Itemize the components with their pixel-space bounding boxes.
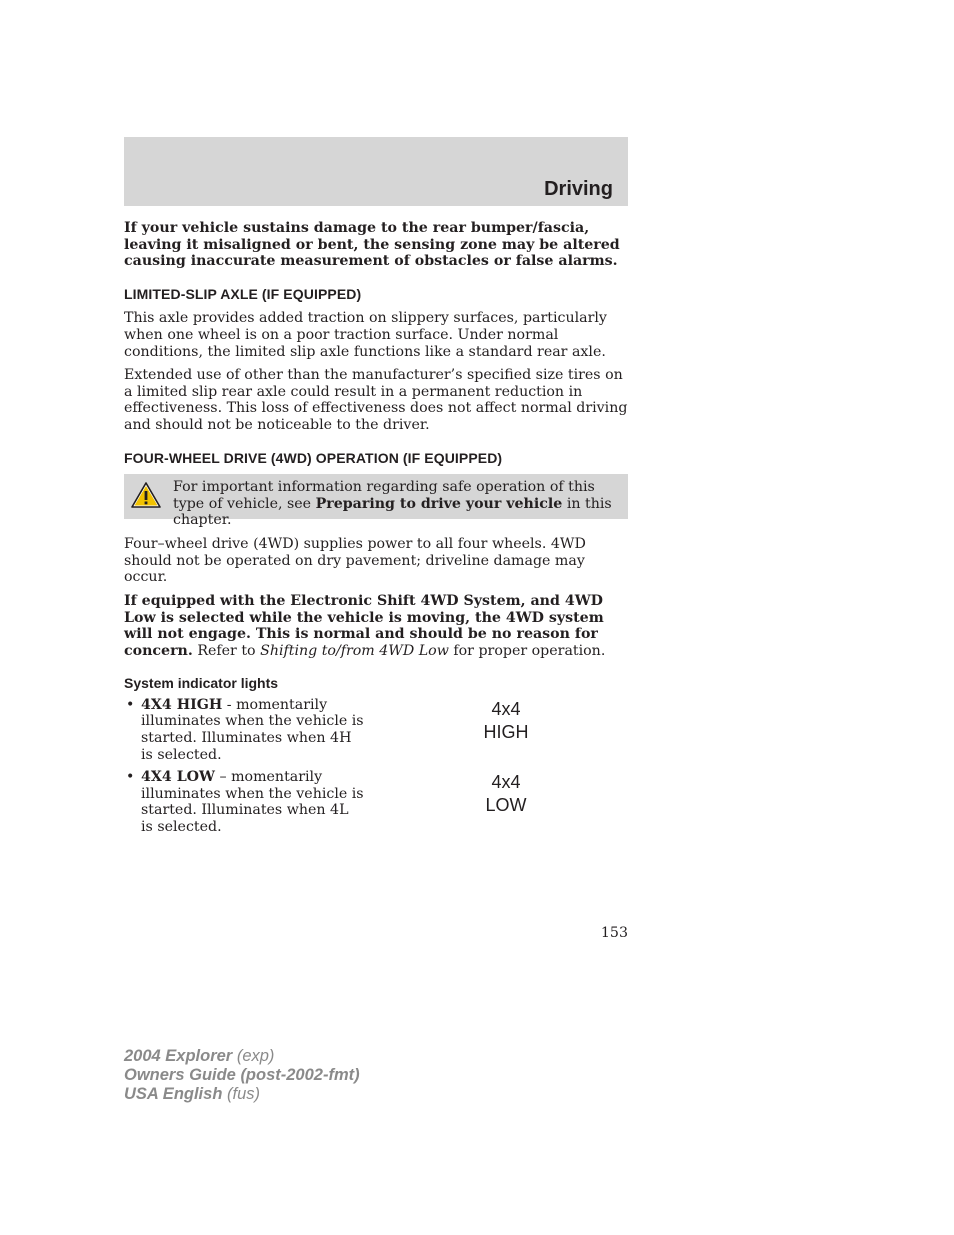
indicator-description: - momentarily illuminates when the vehicle is started. Illuminates when 4H is selected. — [141, 696, 364, 763]
lamp-line-1: 4x4 — [491, 698, 521, 719]
indicator-lights-heading: System indicator lights — [124, 675, 279, 692]
bullet: • — [126, 696, 135, 713]
footer-line-2 — [124, 1066, 360, 1085]
footer-line-1 — [124, 1047, 360, 1066]
lamp-line-2: LOW — [485, 794, 527, 815]
four-by-four-high-indicator-icon — [454, 698, 558, 744]
indicator-label: 4X4 HIGH — [141, 696, 223, 713]
warning-text-after: in this chapter. — [173, 495, 612, 529]
four-wd-paragraph-2-italic: Shifting to/from 4WD Low — [260, 642, 449, 659]
footer-guide: Owners Guide (post-2002-fmt) — [124, 1066, 360, 1084]
footer — [124, 1047, 360, 1104]
indicator-description: – momentarily illuminates when the vehicle is started. Illuminates when 4L is selected. — [141, 769, 364, 836]
page-content — [124, 220, 628, 847]
header-band — [124, 137, 628, 206]
list-item — [124, 769, 364, 835]
limited-slip-paragraph-1: This axle provides added traction on slippery surfaces, particularly when one wheel is on a poor traction surface. Under normal conditions, the limited slip axle functions like a standard rear axle. — [124, 310, 607, 360]
four-by-four-low-indicator-icon — [454, 771, 558, 817]
four-wd-heading: FOUR-WHEEL DRIVE (4WD) OPERATION (IF EQUIPPED) — [124, 449, 503, 466]
four-wd-paragraph-2-bold: If equipped with the Electronic Shift 4WD System, and 4WD Low is selected while the vehicle is moving, the 4WD system will not engage. This is normal and should be no reason for concern. — [124, 592, 604, 659]
limited-slip-heading: LIMITED-SLIP AXLE (IF EQUIPPED) — [124, 285, 362, 302]
four-wd-paragraph-2-refer: Refer to — [192, 642, 261, 659]
footer-line-3 — [124, 1085, 360, 1104]
list-item — [124, 697, 364, 763]
limited-slip-paragraph-2: Extended use of other than the manufacturer’s specified size tires on a limited slip rear axle could result in a permanent reduction in effectiveness. This loss of effectiveness does not affect normal driving and should not be noticeable to the driver. — [124, 367, 628, 433]
indicator-section — [124, 697, 628, 847]
warning-text — [173, 479, 622, 529]
footer-model: 2004 Explorer — [124, 1047, 233, 1065]
footer-language: USA English — [124, 1085, 223, 1103]
lamp-line-2: HIGH — [483, 721, 529, 742]
page-number: 153 — [600, 925, 628, 941]
bullet: • — [126, 769, 135, 786]
footer-language-code: (fus) — [222, 1085, 260, 1103]
warning-triangle-icon — [130, 481, 162, 509]
indicator-label: 4X4 LOW — [141, 769, 215, 786]
four-wd-paragraph-2 — [124, 593, 628, 659]
lamp-line-1: 4x4 — [491, 771, 521, 792]
footer-model-code: (exp) — [232, 1047, 275, 1065]
section-title: Driving — [544, 178, 613, 200]
indicator-list — [124, 697, 364, 836]
intro-warning-text: If your vehicle sustains damage to the rear bumper/fascia, leaving it misaligned or bent, the sensing zone may be altered causing inaccurate measurement of obstacles or false alarms. — [124, 220, 620, 270]
warning-link-text: Preparing to drive your vehicle — [315, 495, 563, 512]
warning-box — [124, 474, 628, 529]
warning-text-before: For important information regarding safe operation of this type of vehicle, see — [173, 479, 595, 512]
four-wd-paragraph-1: Four–wheel drive (4WD) supplies power to all four wheels. 4WD should not be operated on dry pavement; driveline damage may occur. — [124, 536, 586, 586]
four-wd-paragraph-2-after: for proper operation. — [448, 642, 606, 659]
